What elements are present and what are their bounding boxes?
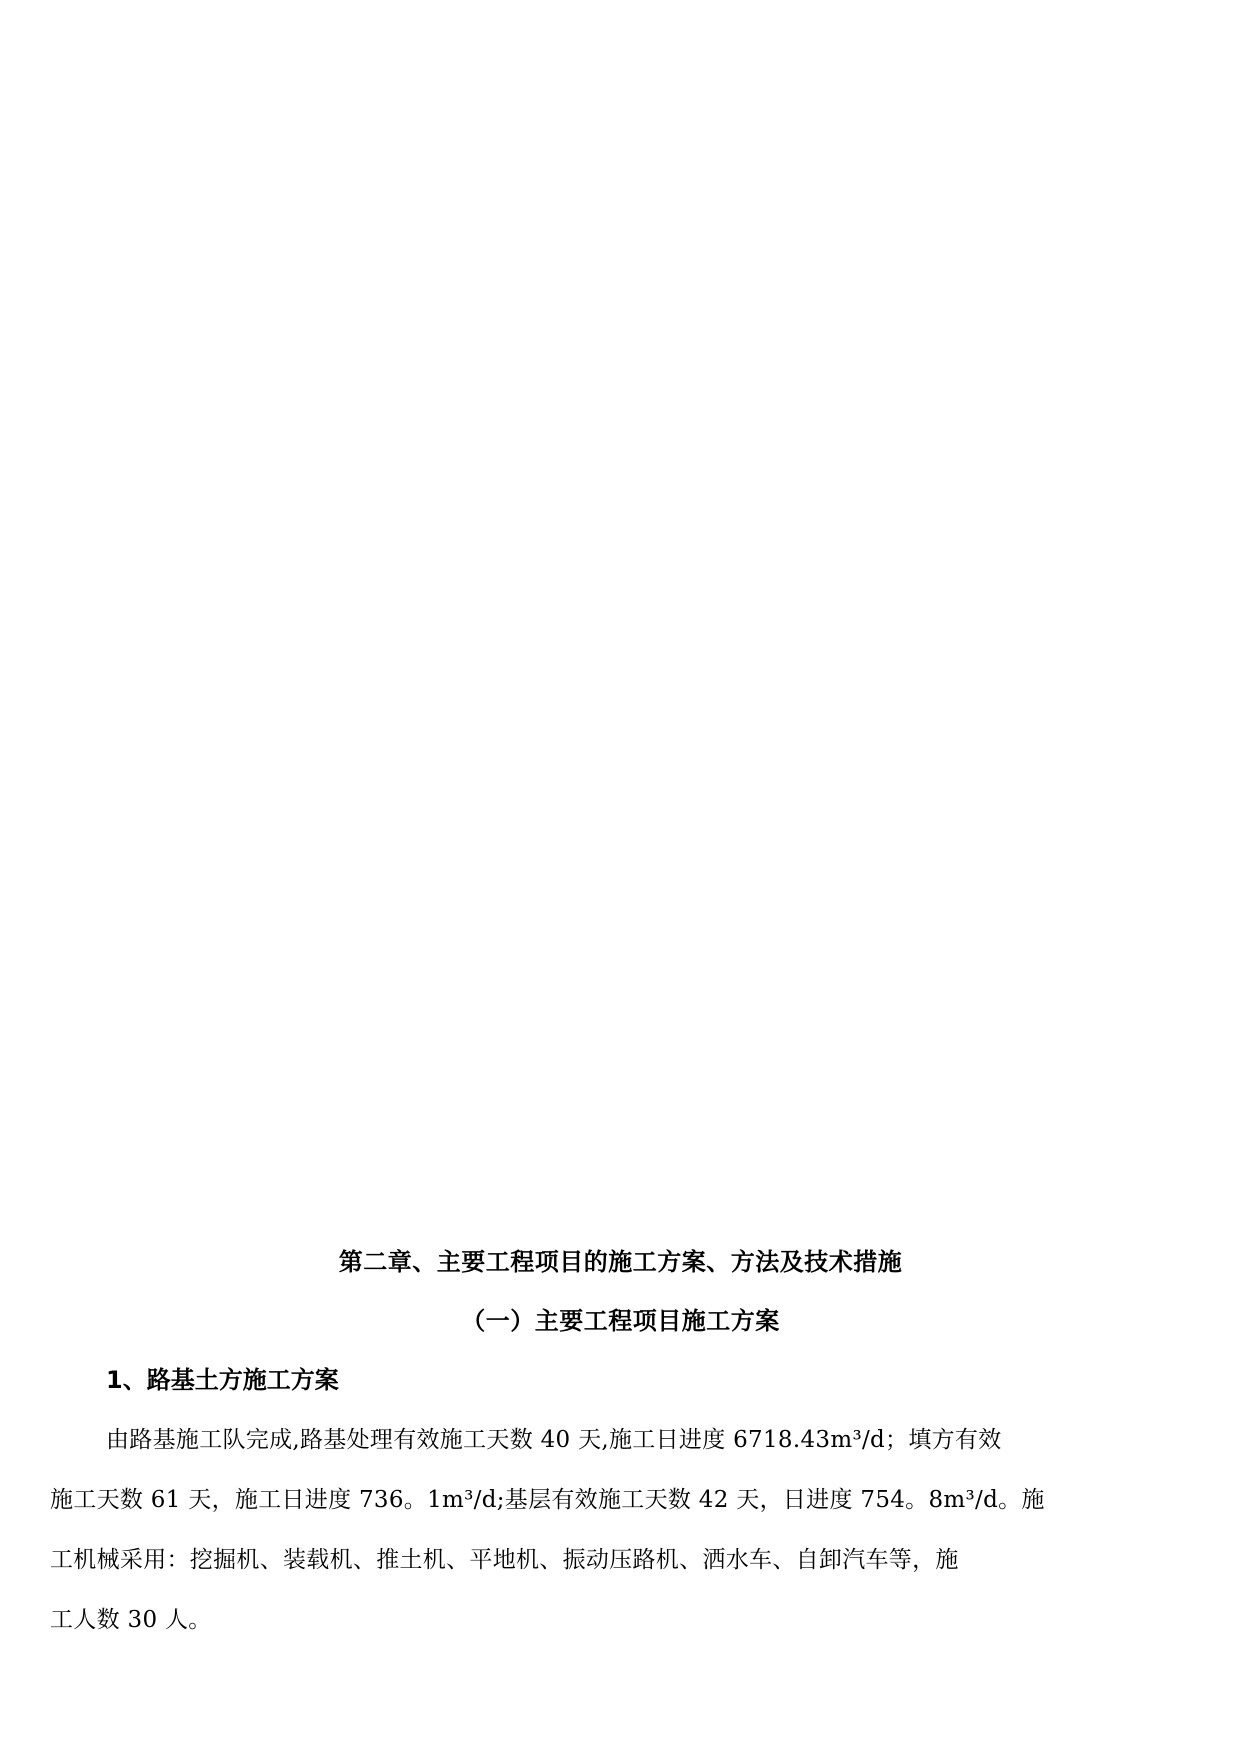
subsection-title: 1、路基土方施工方案 [106, 1366, 339, 1394]
chapter-title: 第二章、主要工程项目的施工方案、方法及技术措施 [338, 1248, 903, 1276]
paragraph-line: 工机械采用：挖掘机、装载机、推土机、平地机、振动压路机、洒水车、自卸汽车等，施 [50, 1547, 959, 1573]
body-paragraph [50, 1410, 1191, 1650]
paragraph-line: 工人数 30 人。 [50, 1607, 212, 1633]
section-title: （一）主要工程项目施工方案 [461, 1307, 780, 1335]
paragraph-line: 由路基施工队完成,路基处理有效施工天数 40 天,施工日进度 6718.43m³/d；填方有效 [106, 1427, 1002, 1453]
paragraph-line: 施工天数 61 天，施工日进度 736。1m³/d;基层有效施工天数 42 天，日进度 754。8m³/d。施 [50, 1487, 1045, 1513]
